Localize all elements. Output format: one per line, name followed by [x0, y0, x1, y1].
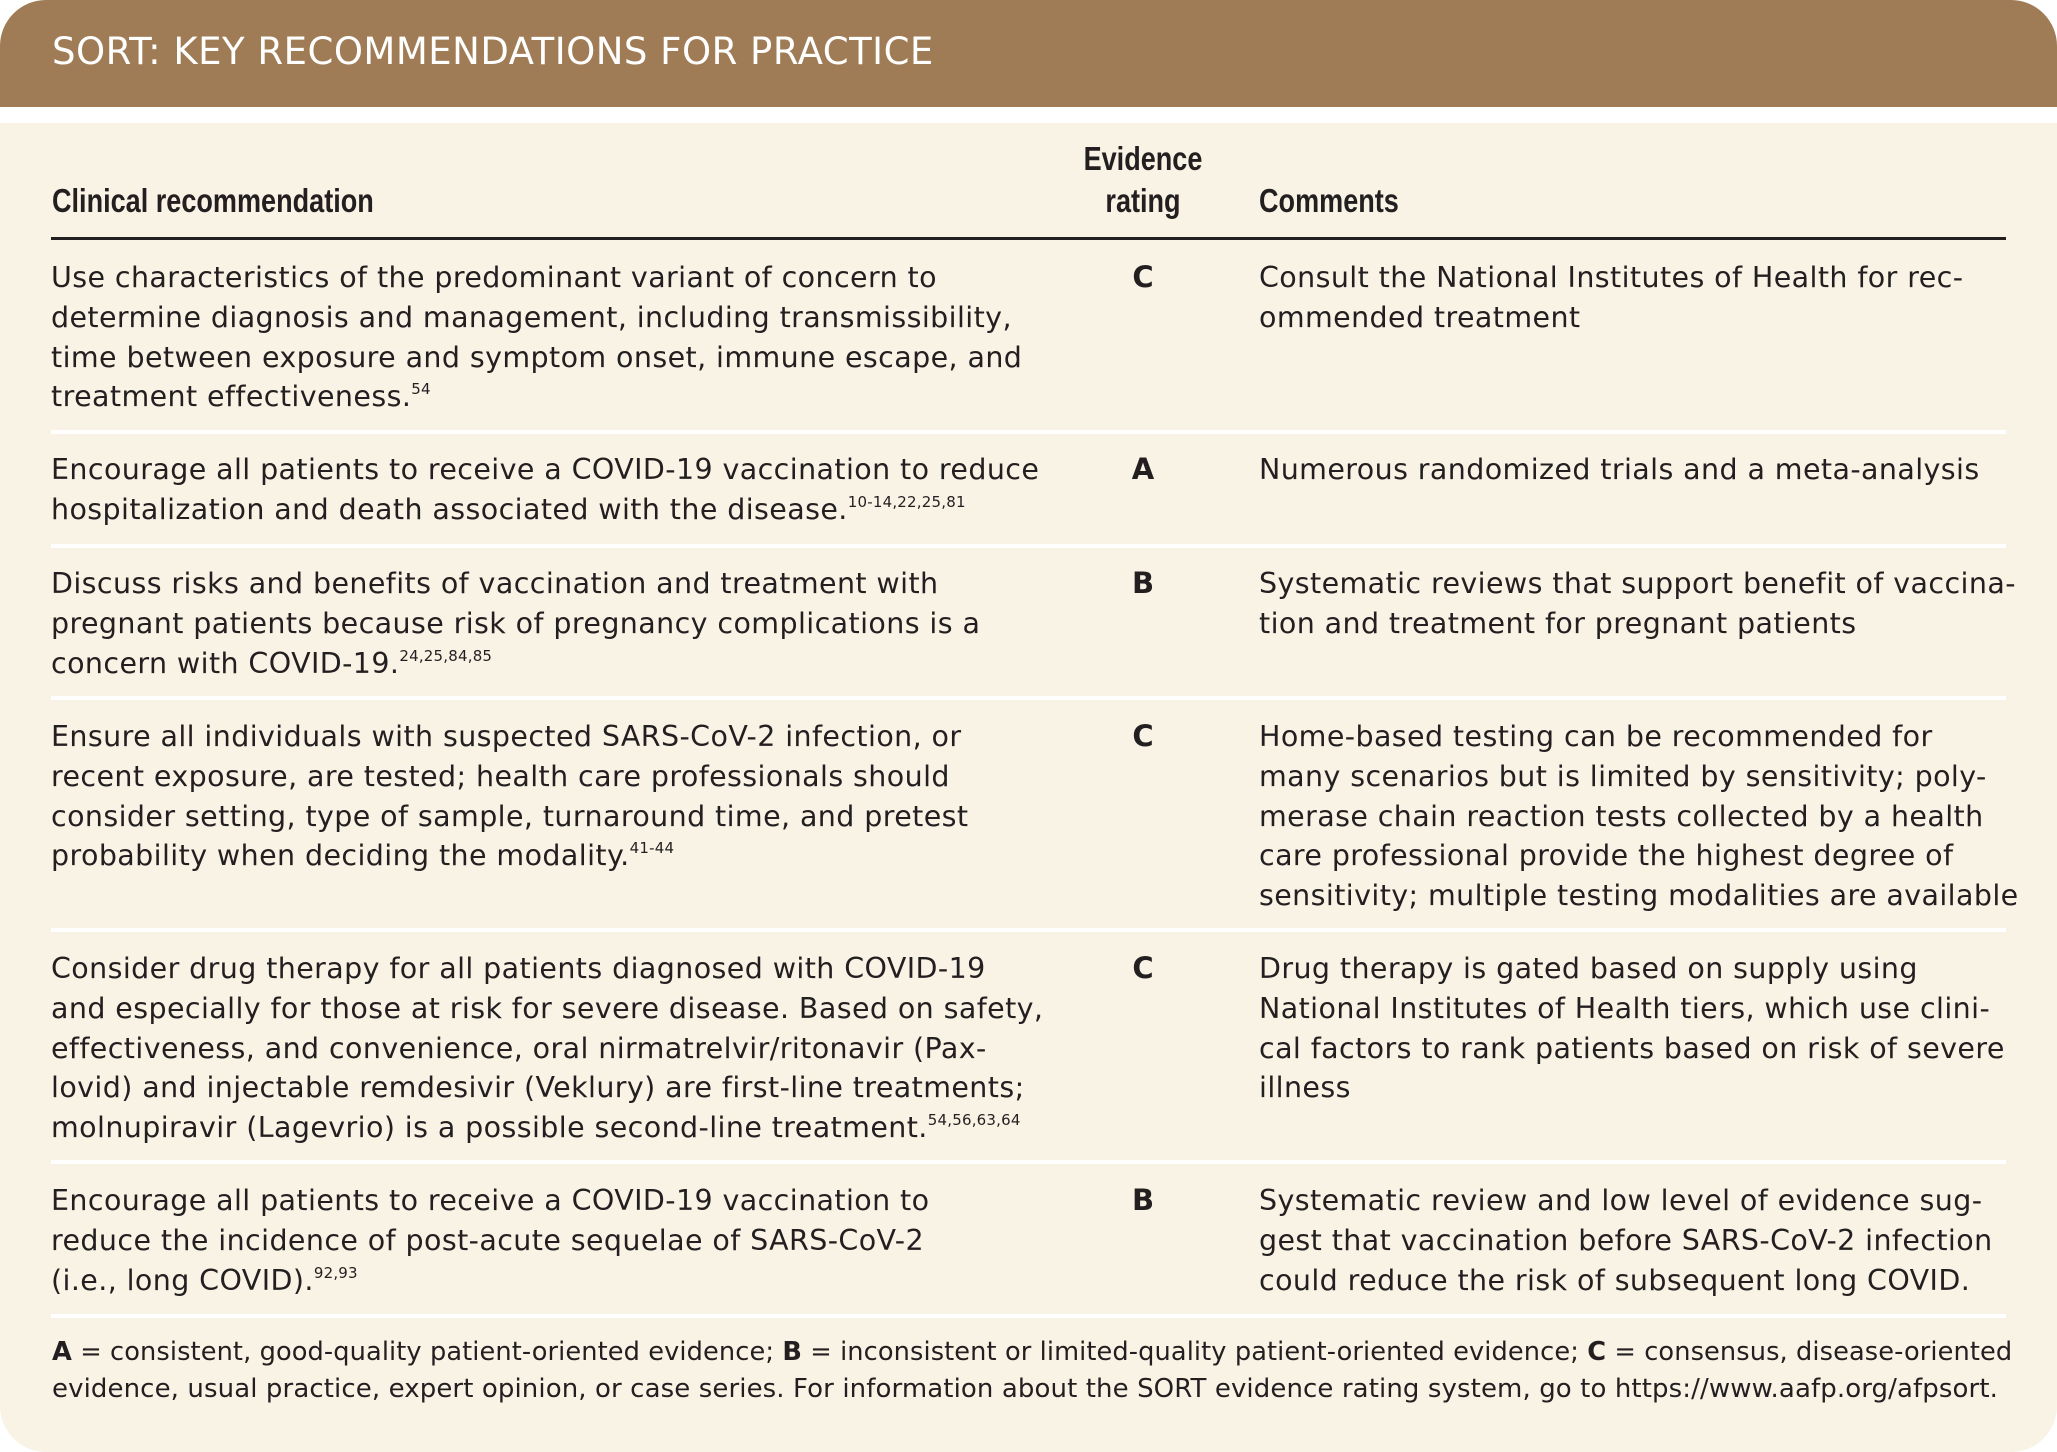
recommendation-cell	[51, 258, 1061, 417]
text-line: cal factors to rank patients based on risk of severe	[1259, 1031, 2005, 1065]
evidence-rating: C	[1132, 260, 1154, 294]
recommendation-cell	[51, 949, 1061, 1148]
reference-superscript: 54	[411, 380, 431, 399]
text-line: Home-based testing can be recommended for	[1259, 720, 1933, 753]
legend-line-2: evidence, usual practice, expert opinion, or case series. For information about the SORT evidence rating system, go to https://www.aafp.org/afpsort.	[52, 1374, 1998, 1404]
text-line: reduce the incidence of post-acute sequelae of SARS-CoV-2	[51, 1223, 924, 1257]
comment-cell	[1259, 564, 2019, 644]
column-header-rating-line2: rating	[1105, 182, 1181, 219]
row-divider	[51, 430, 2006, 434]
text-line-with-refs	[51, 377, 431, 417]
comment-cell	[1259, 1181, 2019, 1300]
text-line: Encourage all patients to receive a COVID-19 vaccination to reduce	[51, 453, 1040, 486]
header-rule	[51, 237, 2006, 240]
rating-legend	[52, 1334, 2012, 1408]
recommendation-cell	[51, 1181, 1061, 1300]
text-line: Systematic review and low level of evidence sug-	[1259, 1184, 1983, 1217]
title-band	[0, 0, 2057, 107]
reference-superscript: 92,93	[313, 1263, 358, 1282]
comment-cell	[1259, 258, 2019, 338]
row-divider	[51, 1160, 2006, 1164]
comment-cell	[1259, 717, 2019, 916]
reference-superscript: 24,25,84,85	[399, 646, 493, 665]
text-line: recent exposure, are tested; health care professionals should	[51, 759, 950, 793]
comment-cell	[1259, 450, 2019, 490]
row-divider	[51, 1314, 2006, 1318]
text-line: probability when deciding the modality.	[51, 839, 630, 873]
text-line-with-refs	[51, 644, 492, 684]
text-line: tion and treatment for pregnant patients	[1259, 606, 1857, 640]
text-line: treatment effectiveness.	[51, 380, 412, 414]
text-line: Drug therapy is gated based on supply using	[1259, 952, 1918, 985]
text-line: (i.e., long COVID).	[51, 1263, 314, 1297]
text-line: gest that vaccination before SARS-CoV-2 infection	[1259, 1223, 1993, 1257]
legend-key-a: A	[52, 1337, 72, 1367]
legend-line-1	[52, 1334, 2012, 1371]
text-line: pregnant patients because risk of pregnancy complications is a	[51, 606, 981, 640]
text-line: many scenarios but is limited by sensitivity; poly-	[1259, 759, 1987, 793]
text-line: molnupiravir (Lagevrio) is a possible second-line treatment.	[51, 1111, 928, 1145]
text-line: illness	[1259, 1071, 1351, 1105]
legend-key-c: C	[1587, 1337, 1607, 1367]
text-line: time between exposure and symptom onset, immune escape, and	[51, 340, 1023, 374]
text-line: ommended treatment	[1259, 300, 1581, 334]
page-title: SORT: KEY RECOMMENDATIONS FOR PRACTICE	[52, 30, 934, 73]
legend-text-b: = inconsistent or limited-quality patient-oriented evidence;	[801, 1337, 1588, 1367]
evidence-rating: B	[1131, 1183, 1155, 1217]
evidence-rating: B	[1131, 566, 1155, 600]
legend-text-a: = consistent, good-quality patient-oriented evidence;	[71, 1337, 783, 1367]
text-line: and especially for those at risk for severe disease. Based on safety,	[51, 991, 1044, 1025]
text-line: lovid) and injectable remdesivir (Veklury) are first-line treatments;	[51, 1071, 1025, 1105]
evidence-rating: A	[1131, 452, 1155, 486]
evidence-rating: C	[1132, 951, 1154, 985]
column-header-rating-line1: Evidence	[1083, 140, 1203, 177]
text-line: effectiveness, and convenience, oral nirmatrelvir/ritonavir (Pax-	[51, 1031, 987, 1065]
reference-superscript: 54,56,63,64	[927, 1111, 1021, 1130]
text-line: care professional provide the highest degree of	[1259, 839, 1954, 873]
reference-superscript: 10-14,22,25,81	[847, 492, 966, 511]
text-line: Consult the National Institutes of Health for rec-	[1259, 261, 1964, 294]
text-line: hospitalization and death associated with the disease.	[51, 492, 848, 526]
text-line: Systematic reviews that support benefit of vaccina-	[1259, 567, 2016, 600]
recommendation-cell	[51, 564, 1061, 683]
text-line: Ensure all individuals with suspected SARS-CoV-2 infection, or	[51, 720, 962, 753]
row-divider	[51, 696, 2006, 700]
text-line: determine diagnosis and management, including transmissibility,	[51, 300, 1012, 334]
text-line-with-refs	[51, 1108, 1021, 1148]
text-line: Consider drug therapy for all patients diagnosed with COVID-19	[51, 952, 986, 985]
text-line-with-refs	[51, 836, 674, 876]
legend-text-c: = consensus, disease-oriented	[1606, 1337, 2013, 1367]
text-line-with-refs	[51, 1261, 358, 1301]
row-divider	[51, 544, 2006, 548]
text-line: concern with COVID-19.	[51, 646, 400, 680]
text-line: consider setting, type of sample, turnaround time, and pretest	[51, 799, 969, 833]
evidence-rating: C	[1132, 719, 1154, 753]
text-line: merase chain reaction tests collected by a health	[1259, 799, 1984, 833]
recommendation-cell	[51, 450, 1061, 530]
text-line: Numerous randomized trials and a meta-analysis	[1259, 453, 1980, 486]
text-line: National Institutes of Health tiers, which use clini-	[1259, 991, 1991, 1025]
text-line-with-refs	[51, 490, 966, 530]
reference-superscript: 41-44	[629, 839, 675, 858]
text-line: Use characteristics of the predominant variant of concern to	[51, 261, 937, 294]
column-header-comments: Comments	[1259, 182, 1399, 219]
legend-key-b: B	[782, 1337, 802, 1367]
text-line: sensitivity; multiple testing modalities are available	[1259, 879, 2019, 913]
column-header-recommendation: Clinical recommendation	[52, 182, 374, 219]
text-line: Encourage all patients to receive a COVID-19 vaccination to	[51, 1184, 930, 1217]
text-line: could reduce the risk of subsequent long COVID.	[1259, 1263, 1971, 1297]
recommendation-cell	[51, 717, 1061, 876]
row-divider	[51, 928, 2006, 932]
comment-cell	[1259, 949, 2019, 1108]
text-line: Discuss risks and benefits of vaccination and treatment with	[51, 567, 939, 600]
